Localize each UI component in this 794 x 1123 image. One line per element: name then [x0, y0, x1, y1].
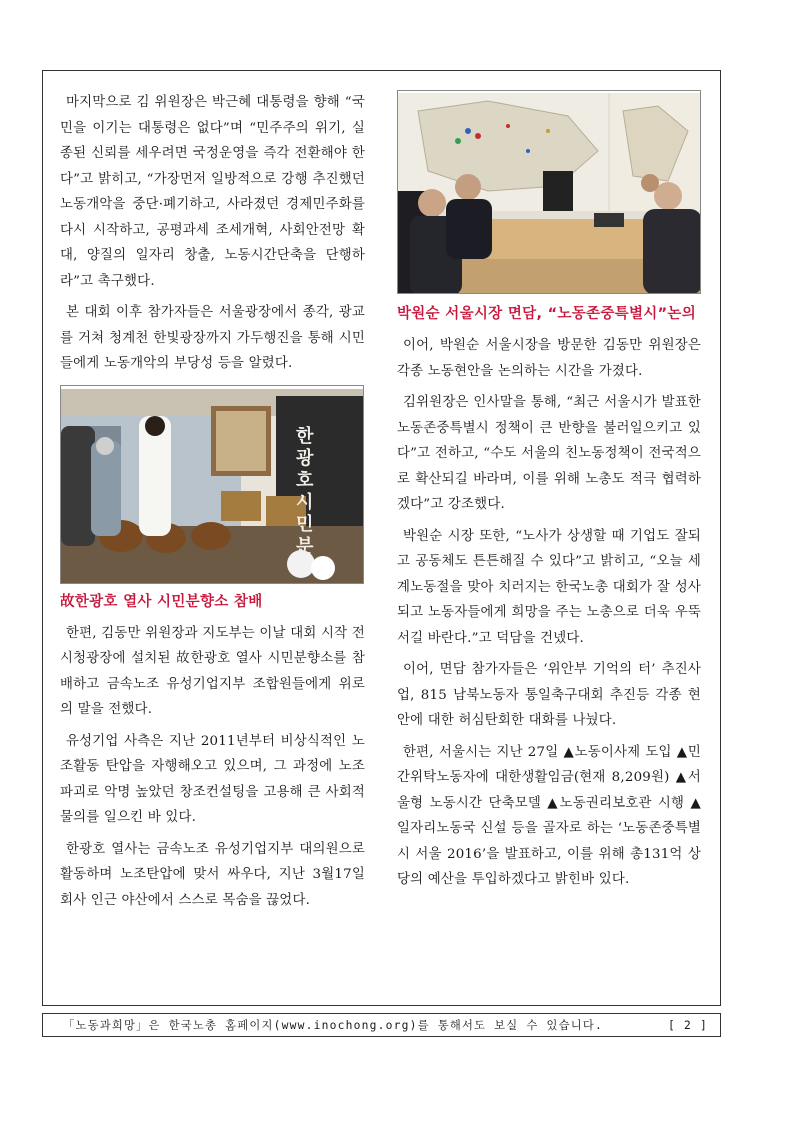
memorial-banner-text: 한광호 시민분: [296, 425, 314, 557]
photo-caption: 박원순 서울시장 면담, “노동존중특별시”논의: [397, 306, 697, 322]
paragraph: 박원순 시장 또한, “노사가 상생할 때 기업도 잘되고 공동체도 튼튼해질 수 있다”고 밝히고, “오늘 세계노동절을 맞아 치러지는 한국노총 대회가 잘 성사되고 노동자들에게 희망을 주는 노총으로 더욱 우뚝 서길 바란다.”고 덕담을 건넸다.: [397, 528, 701, 646]
paragraph: 한편, 서울시는 지난 27일 ▲노동이사제 도입 ▲민간위탁노동자에 대한생활임금(현재 8,209원) ▲서울형 노동시간 단축모델 ▲노동권리보호관 시행 ▲일자리노동국 신설 등을 골자로 하는 ‘노동존중특별시 서울 2016’을 발표하고, 이를 위해 총131억 상당의 예산을 투입하겠다고 밝힌바 있다.: [397, 744, 701, 887]
paragraph: 이어, 박원순 서울시장을 방문한 김동만 위원장은 각종 노동현안을 논의하는 시간을 가졌다.: [397, 338, 701, 379]
meeting-scene: [398, 91, 701, 294]
paragraph: 마지막으로 김 위원장은 박근혜 대통령을 향해 “국민을 이기는 대통령은 없다”며 “민주주의 위기, 실종된 신뢰를 세우려면 국정운영을 즉각 전환해야 한다”고 밝히고, “가장먼저 일방적으로 강행 추진했던 노동개악을 중단·폐기하고, 사라졌던 경제민주화를 다시 시작하고, 공평과세 조세개혁, 사회안전망 확대, 양질의 일자리 창출, 노동시간단축을 단행하라”고 촉구했다.: [60, 95, 365, 289]
left-column: [60, 90, 365, 919]
memorial-scene: [61, 386, 364, 584]
paragraph: 본 대회 이후 참가자들은 서울광장에서 종각, 광교를 거쳐 청계천 한빛광장까지 가두행진을 통해 시민들에게 노동개악의 부당성 등을 알렸다.: [60, 305, 365, 371]
paragraph: 한광호 열사는 금속노조 유성기업지부 대의원으로 활동하며 노조탄압에 맞서 싸우다, 지난 3월17일 회사 인근 야산에서 스스로 목숨을 끊었다.: [60, 841, 365, 908]
meeting-photo: [397, 90, 701, 294]
photo-caption: 故한광호 열사 시민분향소 참배: [60, 593, 263, 610]
paragraph: 유성기업 사측은 지난 2011년부터 비상식적인 노조활동 탄압을 자행해오고 있으며, 그 과정에 노조파괴로 악명 높았던 창조컨설팅을 고용해 큰 사회적 물의를 일으킨 바 있다.: [60, 733, 365, 825]
page-footer: [42, 1013, 721, 1037]
page-number: [ 2 ]: [667, 1018, 708, 1032]
memorial-photo: [60, 385, 364, 584]
right-column: [397, 90, 701, 899]
paragraph: 김위원장은 인사말을 통해, “최근 서울시가 발표한 노동존중특별시 정책이 큰 반향을 불러일으키고 있다”고 전하고, “수도 서울의 친노동정책이 전국적으로 확산되길 바라며, 이를 위해 노총도 적극 협력하겠다”고 강조했다.: [397, 395, 701, 512]
paragraph: 한편, 김동만 위원장과 지도부는 이날 대회 시작 전 시청광장에 설치된 故한광호 열사 시민분향소를 참배하고 금속노조 유성기업지부 조합원들에게 위로의 말을 전했다.: [60, 625, 365, 717]
footer-notice: 「노동과희망」은 한국노총 홈페이지(www.inochong.org)를 통해서도 보실 수 있습니다.: [63, 1019, 603, 1032]
paragraph: 이어, 면담 참가자들은 ‘위안부 기억의 터’ 추진사업, 815 남북노동자 통일축구대회 추진등 각종 현안에 대한 허심탄회한 대화를 나눴다.: [397, 662, 701, 728]
